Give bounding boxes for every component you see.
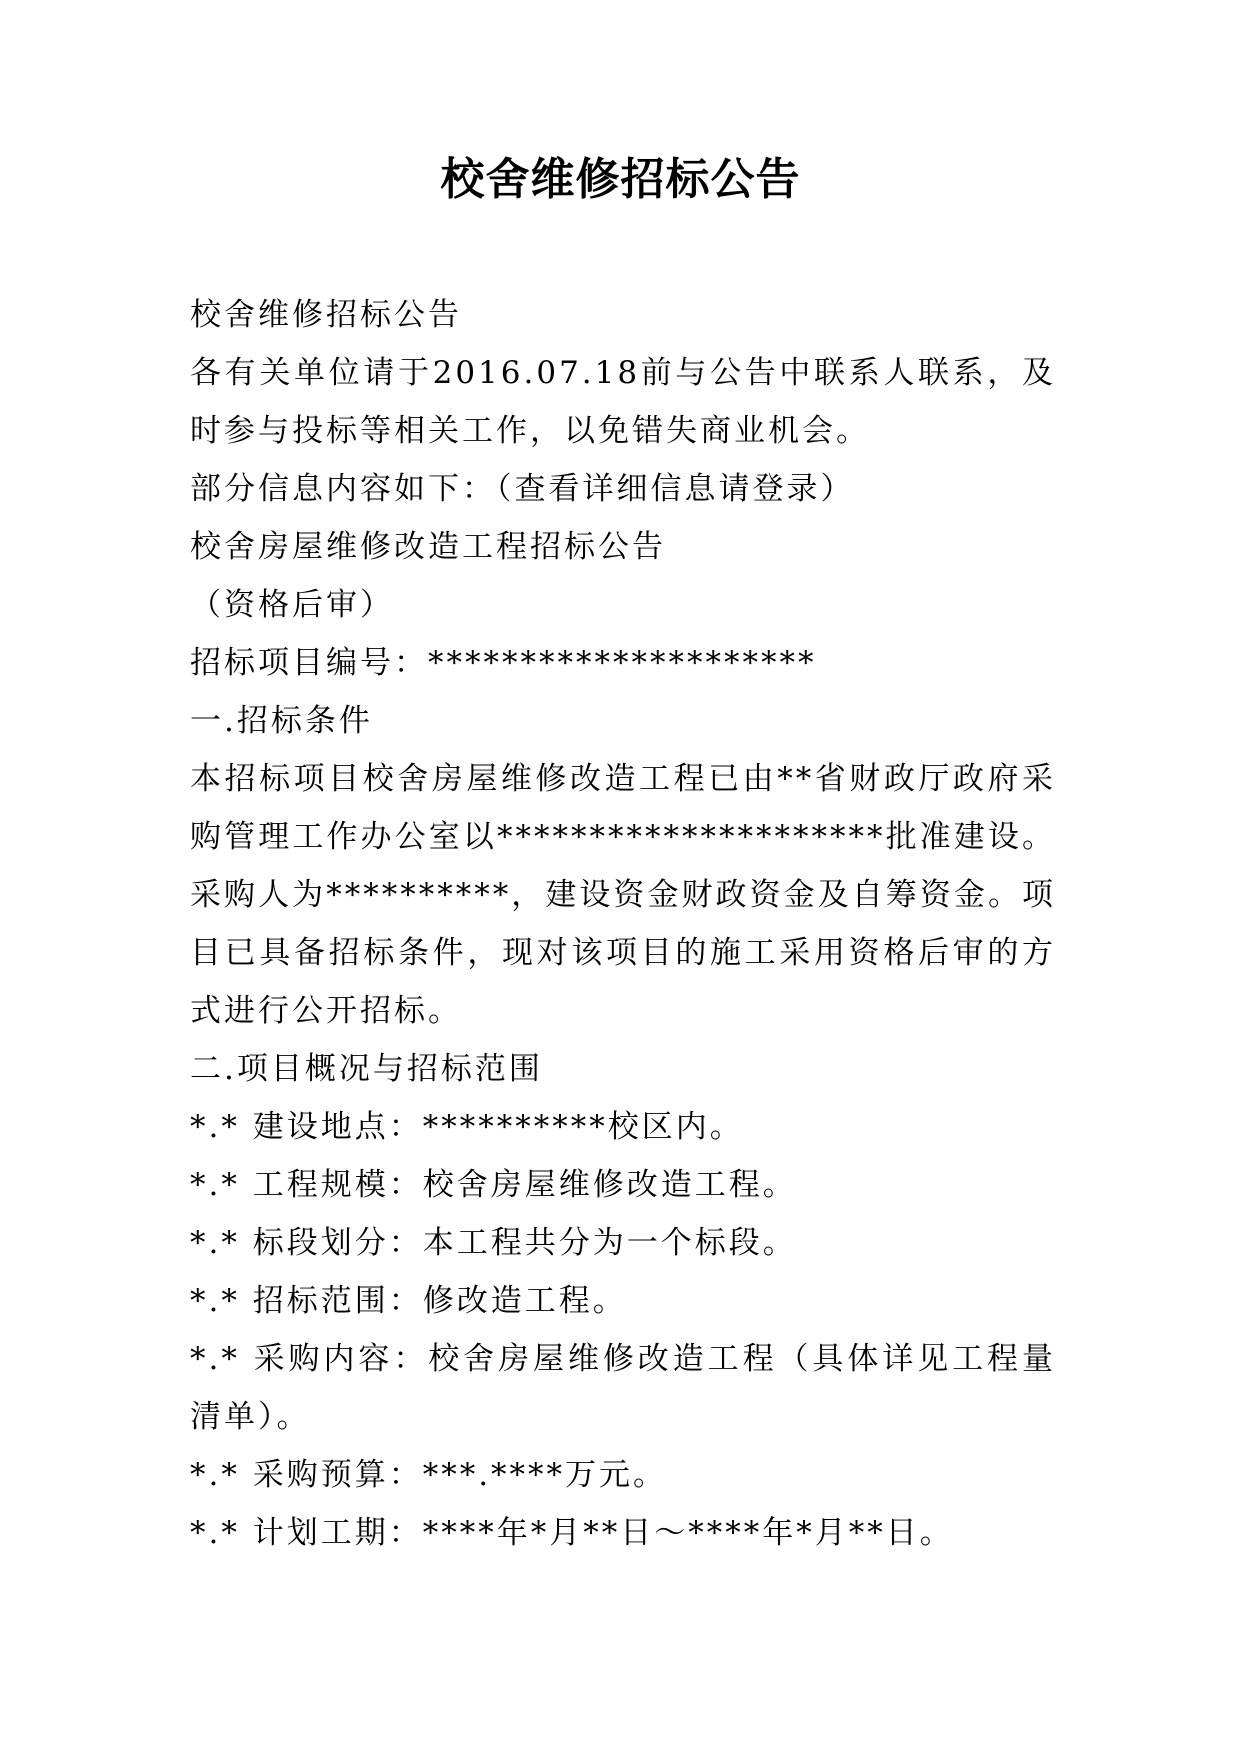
paragraph-qualification: （资格后审）	[190, 587, 394, 623]
item-content: *.* 采购内容：校舍房屋维修改造工程（具体详见工程量清单）。	[190, 1341, 1056, 1435]
section-heading-overview: 二.项目概况与招标范围	[190, 1051, 543, 1087]
paragraph-announcement-title: 校舍房屋维修改造工程招标公告	[190, 529, 666, 565]
section-heading-conditions: 一.招标条件	[190, 703, 373, 739]
item-location: *.* 建设地点：**********校区内。	[190, 1109, 744, 1145]
item-scale: *.* 工程规模：校舍房屋维修改造工程。	[190, 1167, 797, 1203]
item-budget: *.* 采购预算：***.****万元。	[190, 1457, 668, 1493]
item-schedule: *.* 计划工期：****年*月**日～****年*月**日。	[190, 1515, 954, 1551]
item-sections: *.* 标段划分：本工程共分为一个标段。	[190, 1225, 797, 1261]
paragraph-subtitle: 校舍维修招标公告	[190, 297, 462, 333]
document-title: 校舍维修招标公告	[440, 154, 801, 205]
paragraph-notice: 各有关单位请于2016.07.18前与公告中联系人联系，及时参与投标等相关工作，以免错失商业机会。	[190, 355, 1056, 449]
paragraph-conditions: 本招标项目校舍房屋维修改造工程已由**省财政厅政府采购管理工作办公室以*********************批准建设。采购人为**********，建设资金财政资金及自筹资金。项目已具备招标条件，现对该项目的施工采用资格后审的方式进行公开招标。	[190, 761, 1056, 1029]
paragraph-project-number: 招标项目编号：*********************	[190, 645, 817, 681]
item-scope: *.* 招标范围：修改造工程。	[190, 1283, 627, 1319]
document-body	[190, 286, 1056, 1562]
paragraph-partial-info: 部分信息内容如下：（查看详细信息请登录）	[190, 471, 855, 507]
